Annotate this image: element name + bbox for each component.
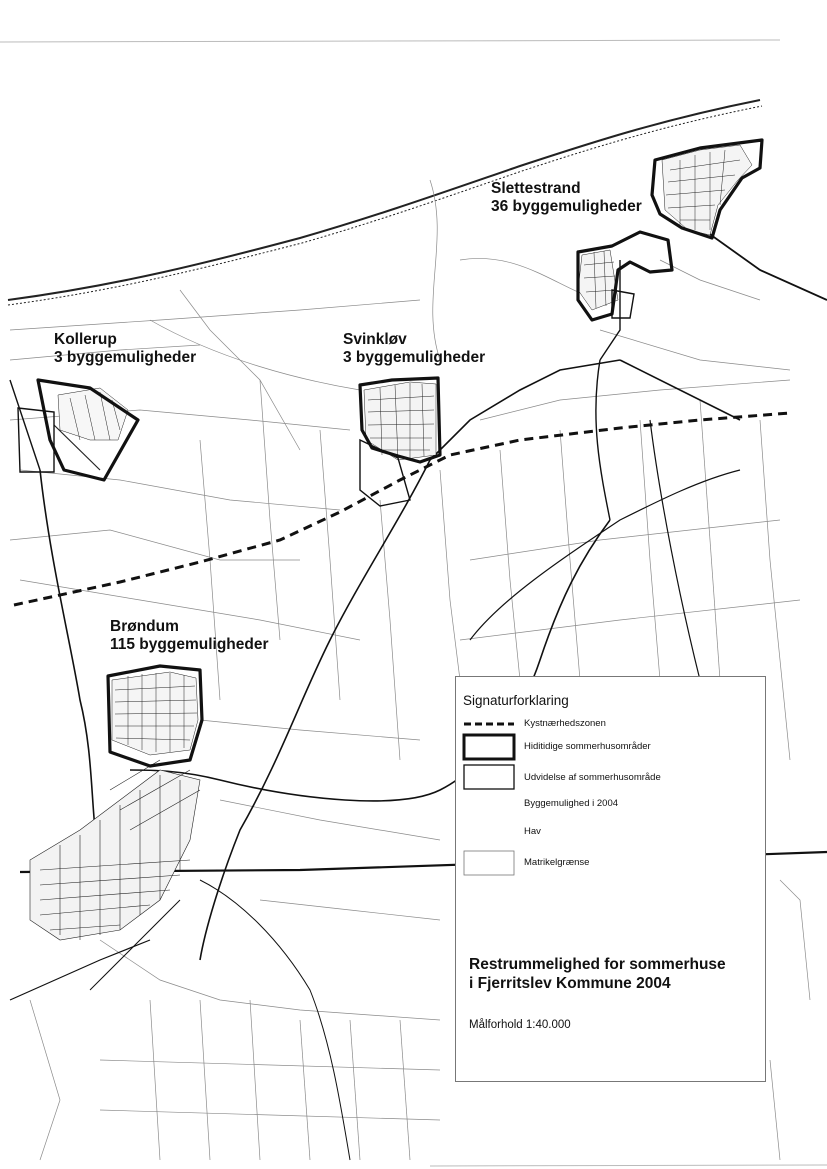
blank-symbol-icon [462, 823, 516, 843]
map-title [469, 955, 726, 993]
legend-label-existing: Hiditidige sommerhusområder [524, 741, 651, 752]
legend-panel [455, 676, 766, 1082]
map-scale: Målforhold 1:40.000 [469, 1019, 571, 1031]
blank-symbol-icon [462, 795, 516, 815]
label-slettestrand-name: Slettestrand [491, 180, 581, 197]
label-brondum-name: Brøndum [110, 618, 179, 635]
legend-row-parcel [456, 849, 765, 875]
top-scan-edge [0, 40, 780, 42]
dashed-line-icon [462, 717, 516, 731]
legend-heading: Signaturforklaring [463, 693, 569, 708]
label-kollerup [54, 331, 196, 367]
slettestrand-settlement [578, 145, 752, 310]
label-slettestrand [491, 180, 642, 216]
coastline [8, 100, 762, 305]
legend-row-existing [456, 733, 765, 759]
label-svinklov-count: 3 byggemuligheder [343, 349, 486, 366]
label-svinklov [343, 331, 485, 367]
parcel-box-icon [462, 849, 516, 877]
legend-row-expansion [456, 763, 765, 789]
label-brondum [110, 618, 269, 654]
label-kollerup-name: Kollerup [54, 331, 117, 348]
legend-label-parcel: Matrikelgrænse [524, 857, 590, 868]
map-title-line1: Restrummelighed for sommerhuse [469, 956, 726, 973]
legend-label-sea: Hav [524, 826, 541, 837]
thick-box-icon [462, 733, 516, 761]
brondum-settlement [112, 672, 198, 755]
map-title-line2: i Fjerritslev Kommune 2004 [469, 975, 671, 992]
bottom-scan-edge [430, 1165, 827, 1166]
legend-label-coastal-zone: Kystnærhedszonen [524, 718, 606, 729]
legend-label-expansion: Udvidelse af sommerhusområde [524, 772, 661, 783]
legend-row-sea [456, 823, 765, 849]
thin-box-icon [462, 763, 516, 791]
label-slettestrand-count: 36 byggemuligheder [491, 198, 642, 215]
legend-row-building-possibility [456, 795, 765, 821]
label-brondum-count: 115 byggemuligheder [110, 636, 269, 653]
label-kollerup-count: 3 byggemuligheder [54, 349, 197, 366]
fjerritslev-town-grid [30, 760, 200, 940]
label-svinklov-name: Svinkløv [343, 331, 407, 348]
legend-label-building-possibility: Byggemulighed i 2004 [524, 798, 619, 809]
